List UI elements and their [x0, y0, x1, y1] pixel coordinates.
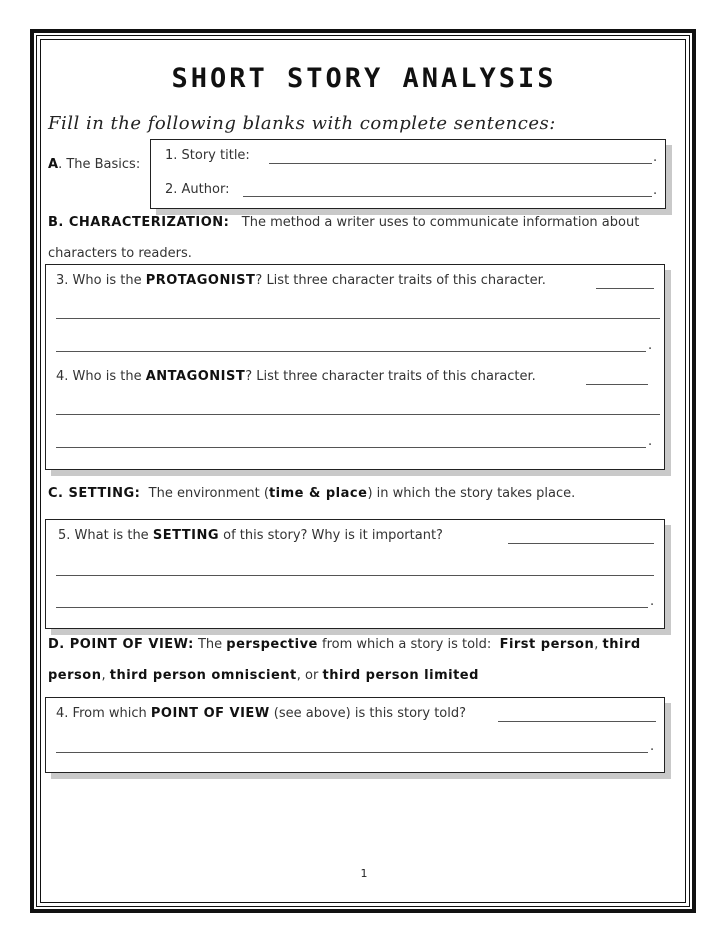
setting-heading-line: C. SETTING: The environment (time & place) in which the story takes place. [48, 486, 576, 501]
worksheet-title: SHORT STORY ANALYSIS [171, 63, 557, 94]
pov-blank-2[interactable] [56, 752, 648, 753]
basics-label: A. The Basics: [48, 157, 141, 172]
q5-blank-3[interactable] [56, 607, 648, 608]
characterization-definition-cont: characters to readers. [48, 246, 192, 261]
q4-blank-1[interactable] [586, 384, 648, 385]
story-title-label: 1. Story title: [165, 148, 250, 163]
characterization-heading: B. CHARACTERIZATION: [48, 215, 230, 230]
pov-definition-cont: person, third person omniscient, or third person limited [48, 668, 479, 683]
q3-prompt: 3. Who is the PROTAGONIST? List three character traits of this character. [56, 273, 546, 288]
q5-blank-1[interactable] [508, 543, 654, 544]
period: . [653, 150, 658, 165]
q5-prompt: 5. What is the SETTING of this story? Why is it important? [58, 528, 443, 543]
q3-blank-1[interactable] [596, 288, 654, 289]
characterization-definition: The method a writer uses to communicate information about [241, 215, 640, 230]
instructions: Fill in the following blanks with complete sentences: [48, 113, 556, 134]
period: . [650, 594, 655, 609]
basics-box [150, 139, 666, 209]
page-number: 1 [360, 867, 368, 880]
period: . [650, 739, 655, 754]
pov-question: 4. From which POINT OF VIEW (see above) is this story told? [56, 706, 467, 721]
q3-blank-2[interactable] [56, 318, 660, 319]
characterization-box [45, 264, 665, 470]
characterization-heading-line [48, 215, 639, 230]
pov-box [45, 697, 665, 773]
period: . [653, 183, 658, 198]
setting-heading: C. SETTING: [48, 486, 141, 501]
q5-blank-2[interactable] [56, 575, 654, 576]
story-title-blank[interactable] [269, 163, 652, 164]
q4-blank-3[interactable] [56, 447, 646, 448]
author-blank[interactable] [243, 196, 652, 197]
period: . [648, 434, 653, 449]
pov-heading: D. POINT OF VIEW: [48, 637, 194, 652]
period: . [648, 338, 653, 353]
q4-blank-2[interactable] [56, 414, 660, 415]
q4-prompt: 4. Who is the ANTAGONIST? List three character traits of this character. [56, 369, 536, 384]
q3-blank-3[interactable] [56, 351, 646, 352]
pov-heading-line: D. POINT OF VIEW: The perspective from which a story is told: First person, third [48, 637, 641, 652]
author-label: 2. Author: [165, 182, 230, 197]
setting-box [45, 519, 665, 629]
pov-blank-1[interactable] [498, 721, 656, 722]
